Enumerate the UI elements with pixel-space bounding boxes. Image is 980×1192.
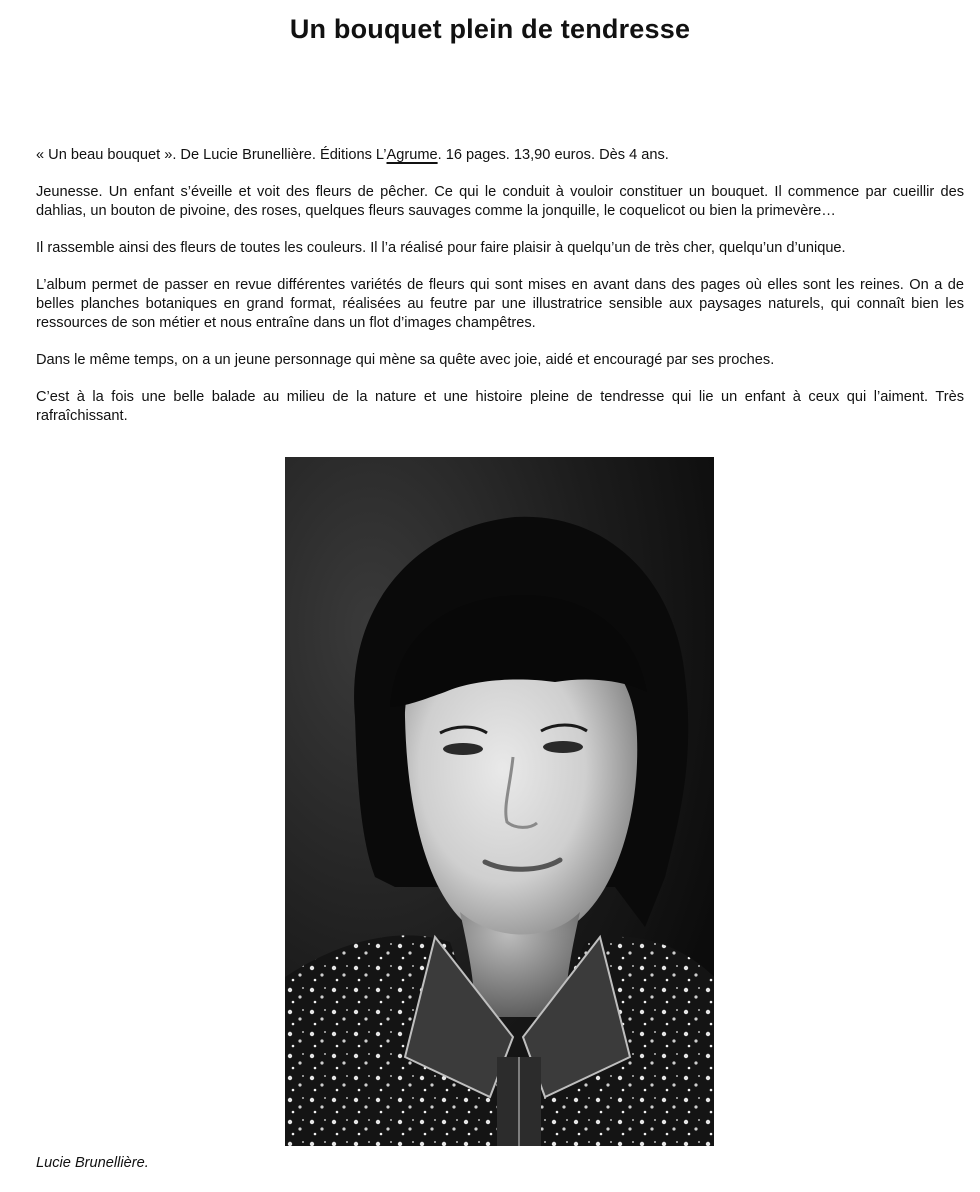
paragraph-3: L’album permet de passer en revue différentes variétés de fleurs qui sont mises en avant dans des pages où elles sont les reines. On a de belles planches botaniques en grand format, réalisées au feutre par une illustratrice sensible aux paysages naturels, qui connaît bien les ressources de son métier et nous entraîne dans un flot d’images champêtres.	[36, 277, 964, 331]
author-portrait-photo	[285, 457, 714, 1146]
reference-text-before: « Un beau bouquet ». De Lucie Brunellière. Éditions L’	[36, 147, 387, 163]
portrait-illustration	[285, 457, 714, 1146]
article-title: Un bouquet plein de tendresse	[289, 14, 691, 44]
publisher-name: Agrume	[386, 147, 438, 163]
photo-caption: Lucie Brunellière.	[36, 1155, 149, 1171]
paragraph-2: Il rassemble ainsi des fleurs de toutes les couleurs. Il l’a réalisé pour faire plaisir à quelqu’un de très cher, quelqu’un d’unique.	[36, 240, 846, 256]
article-body	[36, 146, 964, 444]
book-reference	[36, 146, 964, 165]
paragraph-5: C’est à la fois une belle balade au milieu de la nature et une histoire pleine de tendresse qui lie un enfant à ceux qui l’aiment. Très rafraîchissant.	[36, 389, 964, 424]
reference-text-after: . 16 pages. 13,90 euros. Dès 4 ans.	[437, 147, 669, 163]
paragraph-1: Jeunesse. Un enfant s’éveille et voit des fleurs de pêcher. Ce qui le conduit à vouloir constituer un bouquet. Il commence par cueillir des dahlias, un bouton de pivoine, des roses, quelques fleurs sauvages comme la jonquille, le coquelicot ou bien la primevère…	[36, 184, 964, 219]
paragraph-4: Dans le même temps, on a un jeune personnage qui mène sa quête avec joie, aidé et encouragé par ses proches.	[36, 352, 775, 368]
